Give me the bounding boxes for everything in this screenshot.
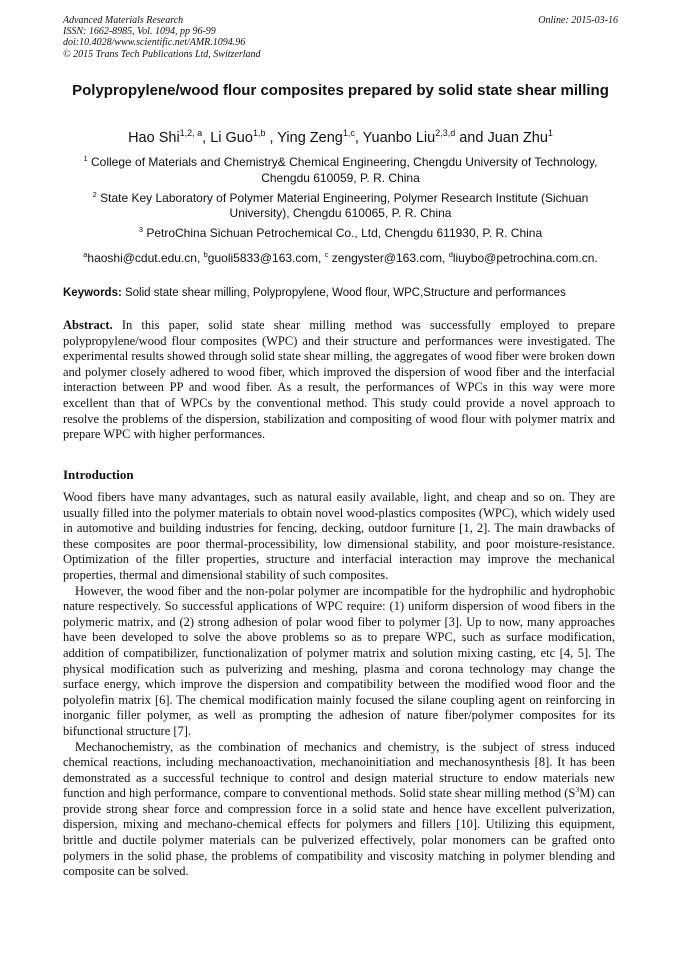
email-link[interactable]: haoshi@cdut.edu.cn, bbox=[87, 251, 204, 265]
email-sup: c bbox=[324, 250, 329, 259]
author-sep: , bbox=[202, 130, 211, 146]
author-affil-sup: 1,b bbox=[252, 128, 266, 139]
affiliation-list bbox=[63, 155, 618, 246]
author-affil-sup: 1,c bbox=[342, 128, 355, 139]
abstract-label: Abstract. bbox=[63, 318, 113, 332]
keywords-text: Solid state shear milling, Polypropylene, Wood flour, WPC,Structure and performances bbox=[121, 287, 566, 299]
affiliation bbox=[63, 191, 618, 222]
email-link[interactable]: guoli5833@163.com, bbox=[207, 251, 325, 265]
intro-paragraph-3 bbox=[63, 740, 615, 880]
abstract-text: In this paper, solid state shear milling method was successfully employed to prepare polypropylene/wood flour composites (WPC) and their structure and performances were investigated. The experimental results showed through solid state shear milling, the aggregates of wood fiber were broken down and polymer closely adhered to wood fiber, which improved the dispersion of wood fiber and the interfacial interaction between PP and wood fiber. As a result, the performances of WPCs in this way were more excellent than that of WPCs by the conventional method. This study could provide a novel approach to resolve the problems of the dispersion, stabilization and compositing of wood flour with polymer matrix and prepare WPC with higher performances. bbox=[63, 318, 615, 442]
abstract bbox=[63, 318, 615, 443]
author-affil-sup: 2,3,d bbox=[435, 128, 456, 139]
affiliation-text: State Key Laboratory of Polymer Material Engineering, Polymer Research Institute (Sichuan University), Chengdu 610065, P. R. China bbox=[100, 190, 589, 220]
email-link[interactable]: zengyster@163.com, bbox=[328, 251, 449, 265]
s3m-superscript: 3 bbox=[575, 785, 580, 795]
keywords-label: Keywords: bbox=[63, 287, 122, 299]
author-name: Yuanbo Liu bbox=[362, 130, 436, 146]
author-sep: , bbox=[265, 130, 278, 146]
affiliation-text: PetroChina Sichuan Petrochemical Co., Ltd, Chengdu 611930, P. R. China bbox=[146, 226, 543, 240]
affiliation-text: College of Materials and Chemistry& Chemical Engineering, Chengdu University of Technology, Chengdu 610059, P. R. China bbox=[91, 155, 598, 185]
author-sep: and bbox=[455, 130, 488, 146]
journal-name: Advanced Materials Research bbox=[63, 15, 184, 26]
affiliation bbox=[63, 226, 618, 242]
affiliation-number: 3 bbox=[138, 225, 143, 234]
intro-paragraph-3-part-b: M) can provide strong shear force and compression force in a solid state and hence have excellent pulverization, dispersion, mixing and mechano-chemical effects for polymers and fillers [10]. Utilizing this equipment, brittle and ductile polymer materials can be pulverized effectively, polar monomers can be grafted onto polymers in the solid phase, the problems of compatibility and viscosity matching in polymer blending and composite can be solved. bbox=[63, 786, 616, 879]
author-list bbox=[63, 129, 618, 147]
author-name: Hao Shi bbox=[128, 130, 180, 146]
introduction-body bbox=[63, 490, 615, 880]
author-name: Li Guo bbox=[210, 130, 253, 146]
affiliation-number: 1 bbox=[83, 154, 88, 163]
intro-paragraph-2: However, the wood fiber and the non-polar polymer are incompatible for the hydrophilic and hydrophobic nature respectively. So successful applications of WPC require: (1) uniform dispersion of wood fibers in the polymeric matrix, and (2) strong adhesion of polar wood fiber to polymer [3]. Up to now, many approaches have been developed to solve the above problems so as to prepare WPC, such as surface modification, addition of compatibilizer, functionalization of polymer matrix and solution mixing casting, etc [4, 5]. The physical modification such as pulverizing and meshing, plasma and corona technology may change the surface energy, which improve the dispersion and compatibility between the modified wood floor and the polyolefin matrix [6]. The chemical modification mainly focused the silane coupling agent on reinforcing in inorganic filler polymer, as well as prompting the adhesion of nature fiber/polymer composites for its bifunctional structure [7]. bbox=[63, 583, 615, 738]
intro-paragraph-3-part-a: Mechanochemistry, as the combination of mechanics and chemistry, is the subject of stress induced chemical reactions, including mechanoactivation, mechanoinitiation and mechanosynthesis [8]. It has been demonstrated as a successful technique to control and design material structure to endow materials new function and high performance, compare to conventional methods. Solid state shear milling method (S bbox=[63, 739, 615, 801]
email-sup: b bbox=[203, 250, 208, 259]
keywords-line bbox=[63, 286, 623, 301]
author-affil-sup: 1 bbox=[547, 128, 553, 139]
online-date: Online: 2015-03-16 bbox=[538, 15, 618, 26]
copyright-line: © 2015 Trans Tech Publications Ltd, Switzerland bbox=[63, 48, 261, 60]
email-sup: a bbox=[83, 250, 88, 259]
email-list bbox=[63, 251, 618, 266]
author-affil-sup: 1,2, a bbox=[179, 128, 203, 139]
email-sup: d bbox=[448, 250, 453, 259]
section-heading-introduction: Introduction bbox=[63, 467, 134, 482]
doi-line: doi:10.4028/www.scientific.net/AMR.1094.96 bbox=[63, 37, 246, 49]
paper-title: Polypropylene/wood flour composites prepared by solid state shear milling bbox=[72, 82, 609, 99]
email-link[interactable]: liuybo@petrochina.com.cn. bbox=[452, 251, 598, 265]
affiliation bbox=[63, 155, 618, 186]
affiliation-number: 2 bbox=[92, 189, 97, 199]
author-name: Ying Zeng bbox=[277, 130, 343, 146]
author-sep: , bbox=[354, 130, 363, 146]
intro-paragraph-1: Wood fibers have many advantages, such as natural easily available, light, and cheap and so on. They are usually filled into the polymer materials to obtain novel wood-plastics composites (WPC), which widely used in automotive and building industries for fencing, decking, outdoor furniture [1, 2]. The main drawbacks of these composites are poor thermal-processibility, low dimensional stability, and poor moisture-resistance. Optimization of the filler properties, structure and interfacial interaction may improve the mechanical properties, thermal and dimensional stability of such composites. bbox=[63, 490, 615, 582]
issn-line: ISSN: 1662-8985, Vol. 1094, pp 96-99 bbox=[63, 26, 216, 38]
author-name: Juan Zhu bbox=[487, 130, 548, 146]
